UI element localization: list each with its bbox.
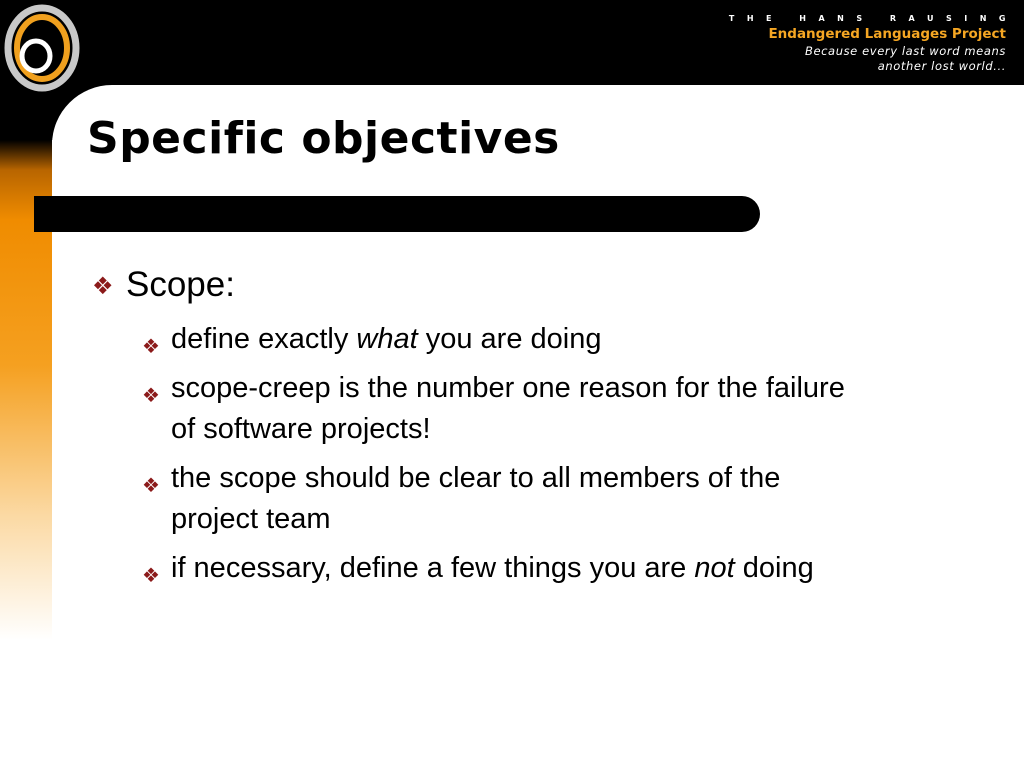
- bullet-text-line: the scope should be clear to all members of the: [171, 462, 781, 494]
- bullet-text-line: project team: [171, 503, 331, 535]
- diamond-bullet-icon: ❖: [142, 334, 160, 358]
- bullet-level2-item: [142, 548, 992, 589]
- bullet-text-line: scope-creep is the number one reason for the failure: [171, 372, 845, 404]
- bullet-emphasis: not: [694, 552, 735, 584]
- title-underline-bar: [34, 196, 760, 232]
- bullet-text-part: doing: [734, 552, 814, 584]
- bullet-text-part: if necessary, define a few things you are: [171, 552, 695, 584]
- bullet-level2-item: [142, 458, 992, 540]
- brand-block: [728, 14, 1018, 74]
- diamond-bullet-icon: ❖: [92, 272, 114, 300]
- bullet-level1-scope: [92, 265, 235, 305]
- bullet-text-part: you are doing: [417, 323, 602, 355]
- diamond-bullet-icon: ❖: [142, 473, 160, 497]
- slide-title: Specific objectives: [87, 113, 560, 164]
- ring-logo-icon: [2, 2, 84, 94]
- brand-tagline: [729, 44, 1006, 74]
- bullet-level1-label: Scope:: [126, 265, 235, 304]
- bullet-emphasis: what: [356, 323, 418, 355]
- bullet-text: [171, 548, 992, 589]
- bullet-level2-item: [142, 319, 992, 360]
- bullet-text: [171, 458, 992, 540]
- bullet-text-part: define exactly: [171, 323, 357, 355]
- brand-kicker: THE HANS RAUSING: [728, 14, 1018, 23]
- diamond-bullet-icon: ❖: [142, 563, 160, 587]
- bullet-text: [171, 319, 992, 360]
- brand-name: Endangered Languages Project: [768, 26, 1006, 42]
- bullet-text-line: of software projects!: [171, 413, 431, 445]
- brand-tagline-line2: another lost world...: [877, 59, 1006, 73]
- brand-tagline-line1: Because every last word means: [804, 44, 1006, 58]
- bullet-level2-item: [142, 368, 992, 450]
- bullet-text: [171, 368, 992, 450]
- diamond-bullet-icon: ❖: [142, 383, 160, 407]
